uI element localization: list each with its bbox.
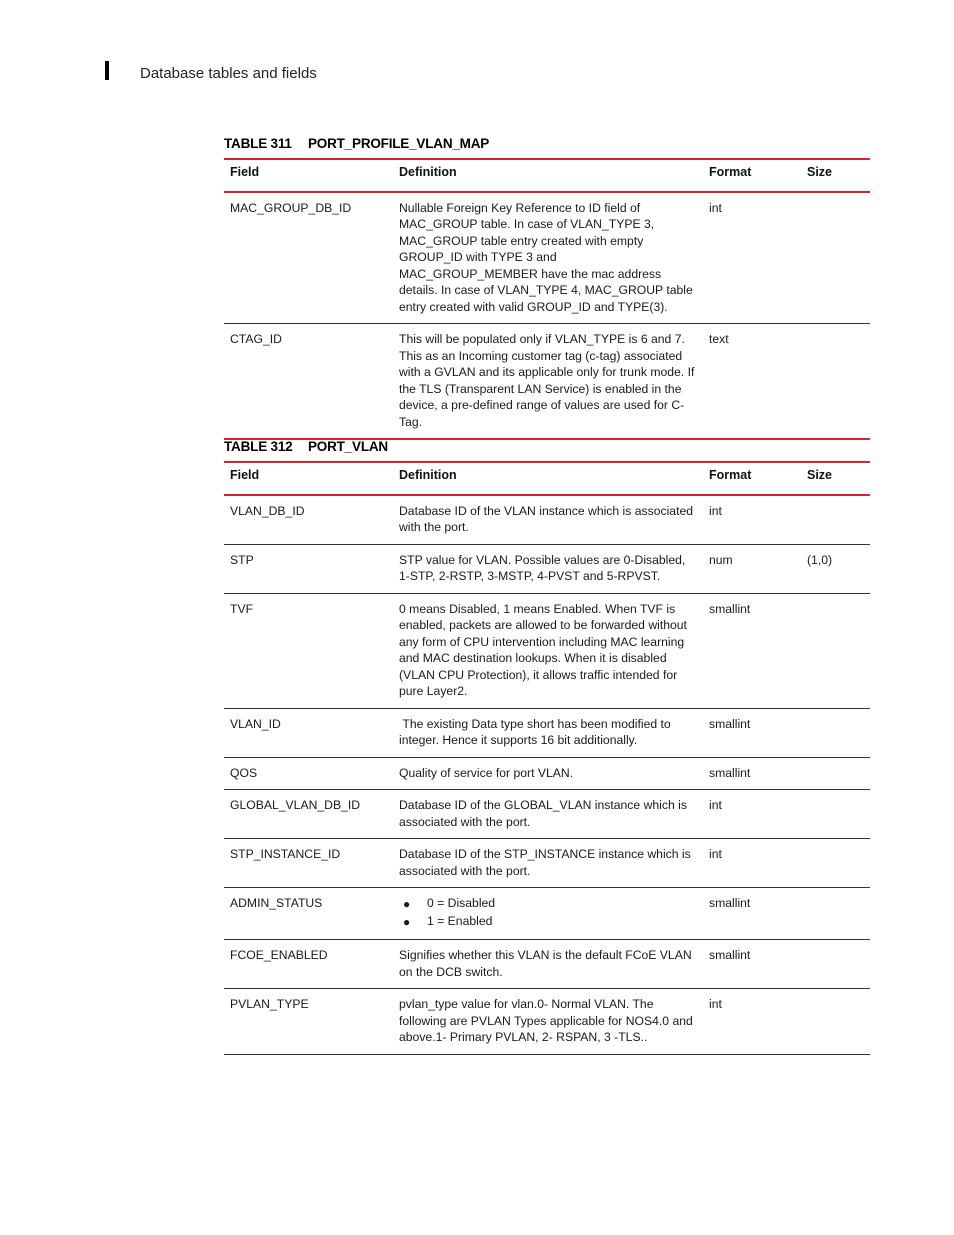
definition-cell: 0 means Disabled, 1 means Enabled. When TVF is enabled, packets are allowed to be forwarded without any form of CPU intervention including MAC learning and MAC destination lookups. When it is disabled (VLAN CPU Protection), it allows traffic intended for pure Layer2. <box>393 593 703 708</box>
format-cell: int <box>703 192 801 324</box>
field-cell: VLAN_ID <box>224 708 393 757</box>
definition-cell: Database ID of the STP_INSTANCE instance which is associated with the port. <box>393 839 703 888</box>
table-311 <box>224 158 870 440</box>
format-cell: int <box>703 495 801 545</box>
table-row <box>224 324 870 440</box>
format-cell: int <box>703 790 801 839</box>
table-311-caption <box>224 136 870 158</box>
bullet-text: 0 = Disabled <box>427 896 496 910</box>
definition-cell: Database ID of the VLAN instance which is associated with the port. <box>393 495 703 545</box>
field-cell: PVLAN_TYPE <box>224 989 393 1055</box>
field-cell: FCOE_ENABLED <box>224 940 393 989</box>
format-cell: num <box>703 544 801 593</box>
definition-cell: Signifies whether this VLAN is the default FCoE VLAN on the DCB switch. <box>393 940 703 989</box>
size-cell <box>801 495 870 545</box>
size-cell <box>801 940 870 989</box>
field-cell: ADMIN_STATUS <box>224 888 393 940</box>
header-bar <box>105 61 109 80</box>
definition-cell: This will be populated only if VLAN_TYPE is 6 and 7. This as an Incoming customer tag (c-tag) associated with a GVLAN and its applicable only for trunk mode. If the TLS (Transparent LAN Service) is enabled in the device, a pre-defined range of values are used for C-Tag. <box>393 324 703 440</box>
size-cell <box>801 324 870 440</box>
table-header-row <box>224 159 870 192</box>
table-312-caption <box>224 439 870 461</box>
field-cell: QOS <box>224 757 393 790</box>
size-cell <box>801 839 870 888</box>
size-cell <box>801 989 870 1055</box>
page-header: Database tables and fields <box>140 65 317 82</box>
column-header-definition: Definition <box>399 468 457 482</box>
field-cell: VLAN_DB_ID <box>224 495 393 545</box>
table-row <box>224 192 870 324</box>
format-cell: smallint <box>703 708 801 757</box>
column-header-field: Field <box>230 468 260 482</box>
admin-status-values <box>399 895 697 931</box>
definition-cell: Nullable Foreign Key Reference to ID field of MAC_GROUP table. In case of VLAN_TYPE 3, MAC_GROUP table entry created with empty GROUP_ID with TYPE 3 and MAC_GROUP_MEMBER have the mac address details. In case of VLAN_TYPE 4, MAC_GROUP table entry created with valid GROUP_ID and TYPE(3). <box>393 192 703 324</box>
table-row <box>224 839 870 888</box>
field-cell: GLOBAL_VLAN_DB_ID <box>224 790 393 839</box>
format-cell: smallint <box>703 593 801 708</box>
definition-cell <box>393 888 703 940</box>
table-row <box>224 989 870 1055</box>
size-cell <box>801 790 870 839</box>
format-cell: smallint <box>703 757 801 790</box>
table-row <box>224 544 870 593</box>
table-number: TABLE 311 <box>224 136 292 151</box>
size-cell <box>801 593 870 708</box>
definition-cell: pvlan_type value for vlan.0- Normal VLAN. The following are PVLAN Types applicable for NOS4.0 and above.1- Primary PVLAN, 2- RSPAN, 3 -TLS.. <box>393 989 703 1055</box>
field-cell: MAC_GROUP_DB_ID <box>224 192 393 324</box>
size-cell: (1,0) <box>801 544 870 593</box>
field-cell: TVF <box>224 593 393 708</box>
column-header-field: Field <box>230 165 260 179</box>
table-row <box>224 888 870 940</box>
bullet-text: 1 = Enabled <box>427 914 493 928</box>
table-name: PORT_VLAN <box>308 439 388 454</box>
column-header-size: Size <box>807 468 833 482</box>
format-cell: smallint <box>703 888 801 940</box>
definition-cell: Quality of service for port VLAN. <box>393 757 703 790</box>
definition-cell: STP value for VLAN. Possible values are 0-Disabled, 1-STP, 2-RSTP, 3-MSTP, 4-PVST and 5-RPVST. <box>393 544 703 593</box>
field-cell: STP_INSTANCE_ID <box>224 839 393 888</box>
field-cell: STP <box>224 544 393 593</box>
definition-cell: The existing Data type short has been modified to integer. Hence it supports 16 bit additionally. <box>393 708 703 757</box>
table-row <box>224 708 870 757</box>
column-header-format: Format <box>709 165 752 179</box>
format-cell: int <box>703 839 801 888</box>
size-cell <box>801 757 870 790</box>
format-cell: int <box>703 989 801 1055</box>
column-header-definition: Definition <box>399 165 457 179</box>
table-header-row <box>224 462 870 495</box>
bullet-icon: ● <box>403 897 411 911</box>
bullet-icon: ● <box>403 915 411 929</box>
size-cell <box>801 192 870 324</box>
format-cell: text <box>703 324 801 440</box>
table-row <box>224 757 870 790</box>
table-number: TABLE 312 <box>224 439 293 454</box>
definition-cell: Database ID of the GLOBAL_VLAN instance which is associated with the port. <box>393 790 703 839</box>
size-cell <box>801 708 870 757</box>
format-cell: smallint <box>703 940 801 989</box>
table-row <box>224 940 870 989</box>
column-header-size: Size <box>807 165 833 179</box>
list-item <box>399 913 697 931</box>
table-row <box>224 593 870 708</box>
table-311-block <box>224 136 870 440</box>
list-item <box>399 895 697 913</box>
column-header-format: Format <box>709 468 752 482</box>
table-name: PORT_PROFILE_VLAN_MAP <box>308 136 490 151</box>
table-row <box>224 495 870 545</box>
table-row <box>224 790 870 839</box>
field-cell: CTAG_ID <box>224 324 393 440</box>
size-cell <box>801 888 870 940</box>
table-312-block <box>224 439 870 1055</box>
table-312 <box>224 461 870 1055</box>
